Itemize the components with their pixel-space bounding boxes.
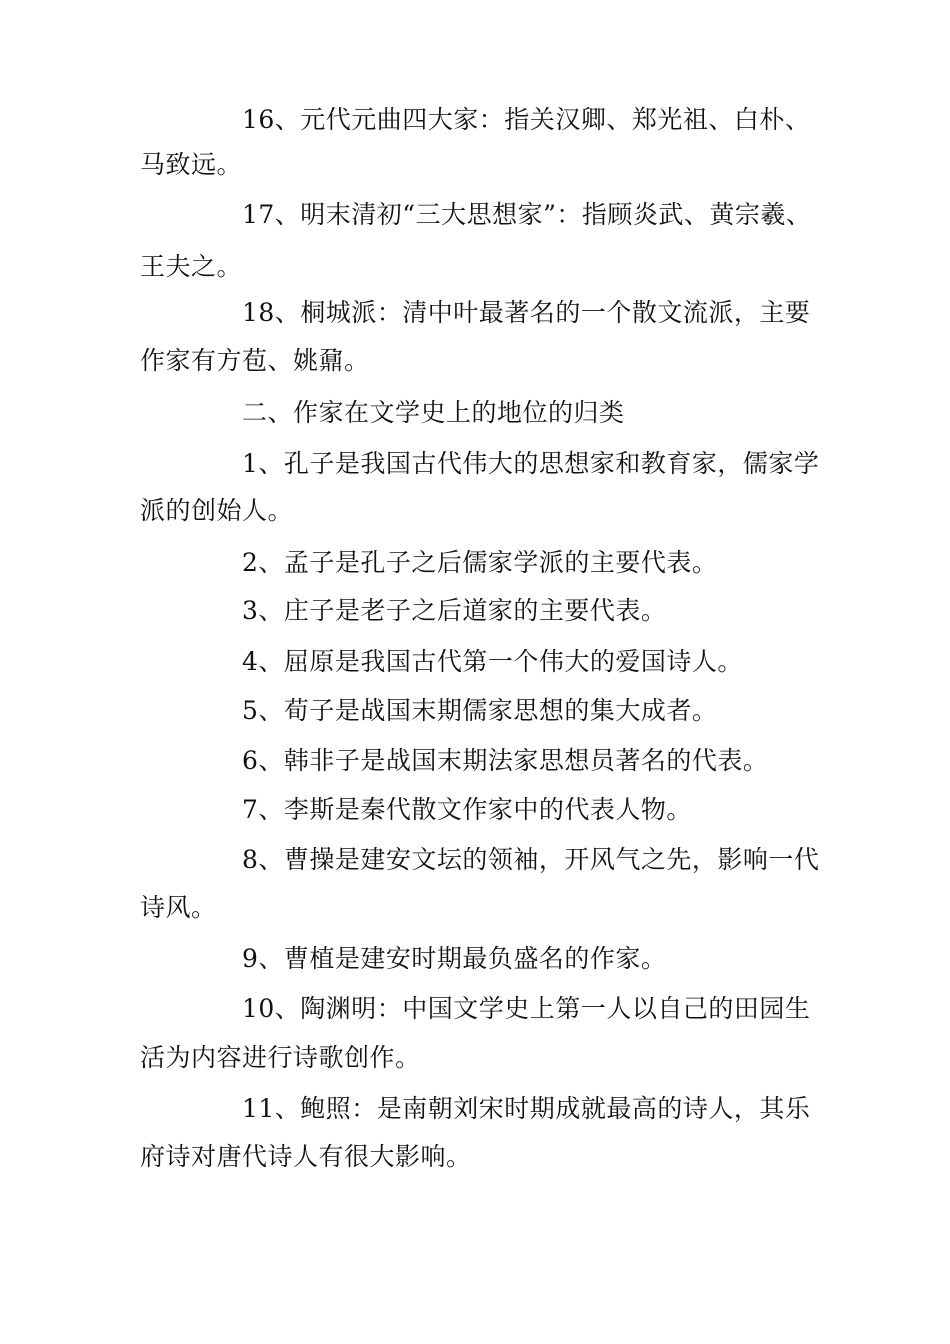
text-line: 马致远。 — [140, 150, 243, 179]
text-line: 6、韩非子是战国末期法家思想员著名的代表。 — [242, 746, 769, 775]
text-line: 1、孔子是我国古代伟大的思想家和教育家，儒家学 — [242, 449, 820, 478]
text-line: 18、桐城派：清中叶最著名的一个散文流派，主要 — [242, 298, 811, 327]
text-line: 作家有方苞、姚鼐。 — [140, 346, 370, 375]
text-line: 王夫之。 — [140, 252, 243, 281]
text-line: 16、元代元曲四大家：指关汉卿、郑光祖、白朴、 — [242, 105, 811, 134]
text-line: 9、曹植是建安时期最负盛名的作家。 — [242, 944, 667, 973]
text-line: 7、李斯是秦代散文作家中的代表人物。 — [242, 795, 692, 824]
text-line: 8、曹操是建安文坛的领袖，开风气之先，影响一代 — [242, 845, 820, 874]
text-line: 派的创始人。 — [140, 496, 294, 525]
text-line: 4、屈原是我国古代第一个伟大的爱国诗人。 — [242, 647, 743, 676]
text-line: 诗风。 — [140, 893, 217, 922]
text-line: 10、陶渊明：中国文学史上第一人以自己的田园生 — [242, 994, 811, 1023]
text-line: 3、庄子是老子之后道家的主要代表。 — [242, 596, 667, 625]
text-line: 府诗对唐代诗人有很大影响。 — [140, 1142, 472, 1171]
text-line: 活为内容进行诗歌创作。 — [140, 1043, 421, 1072]
text-line: 17、明末清初“三大思想家”：指顾炎武、黄宗羲、 — [242, 200, 812, 229]
text-line: 5、荀子是战国末期儒家思想的集大成者。 — [242, 696, 718, 725]
section-heading: 二、作家在文学史上的地位的归类 — [242, 398, 625, 427]
text-line: 11、鲍照：是南朝刘宋时期成就最高的诗人，其乐 — [242, 1094, 811, 1123]
text-line: 2、孟子是孔子之后儒家学派的主要代表。 — [242, 548, 718, 577]
